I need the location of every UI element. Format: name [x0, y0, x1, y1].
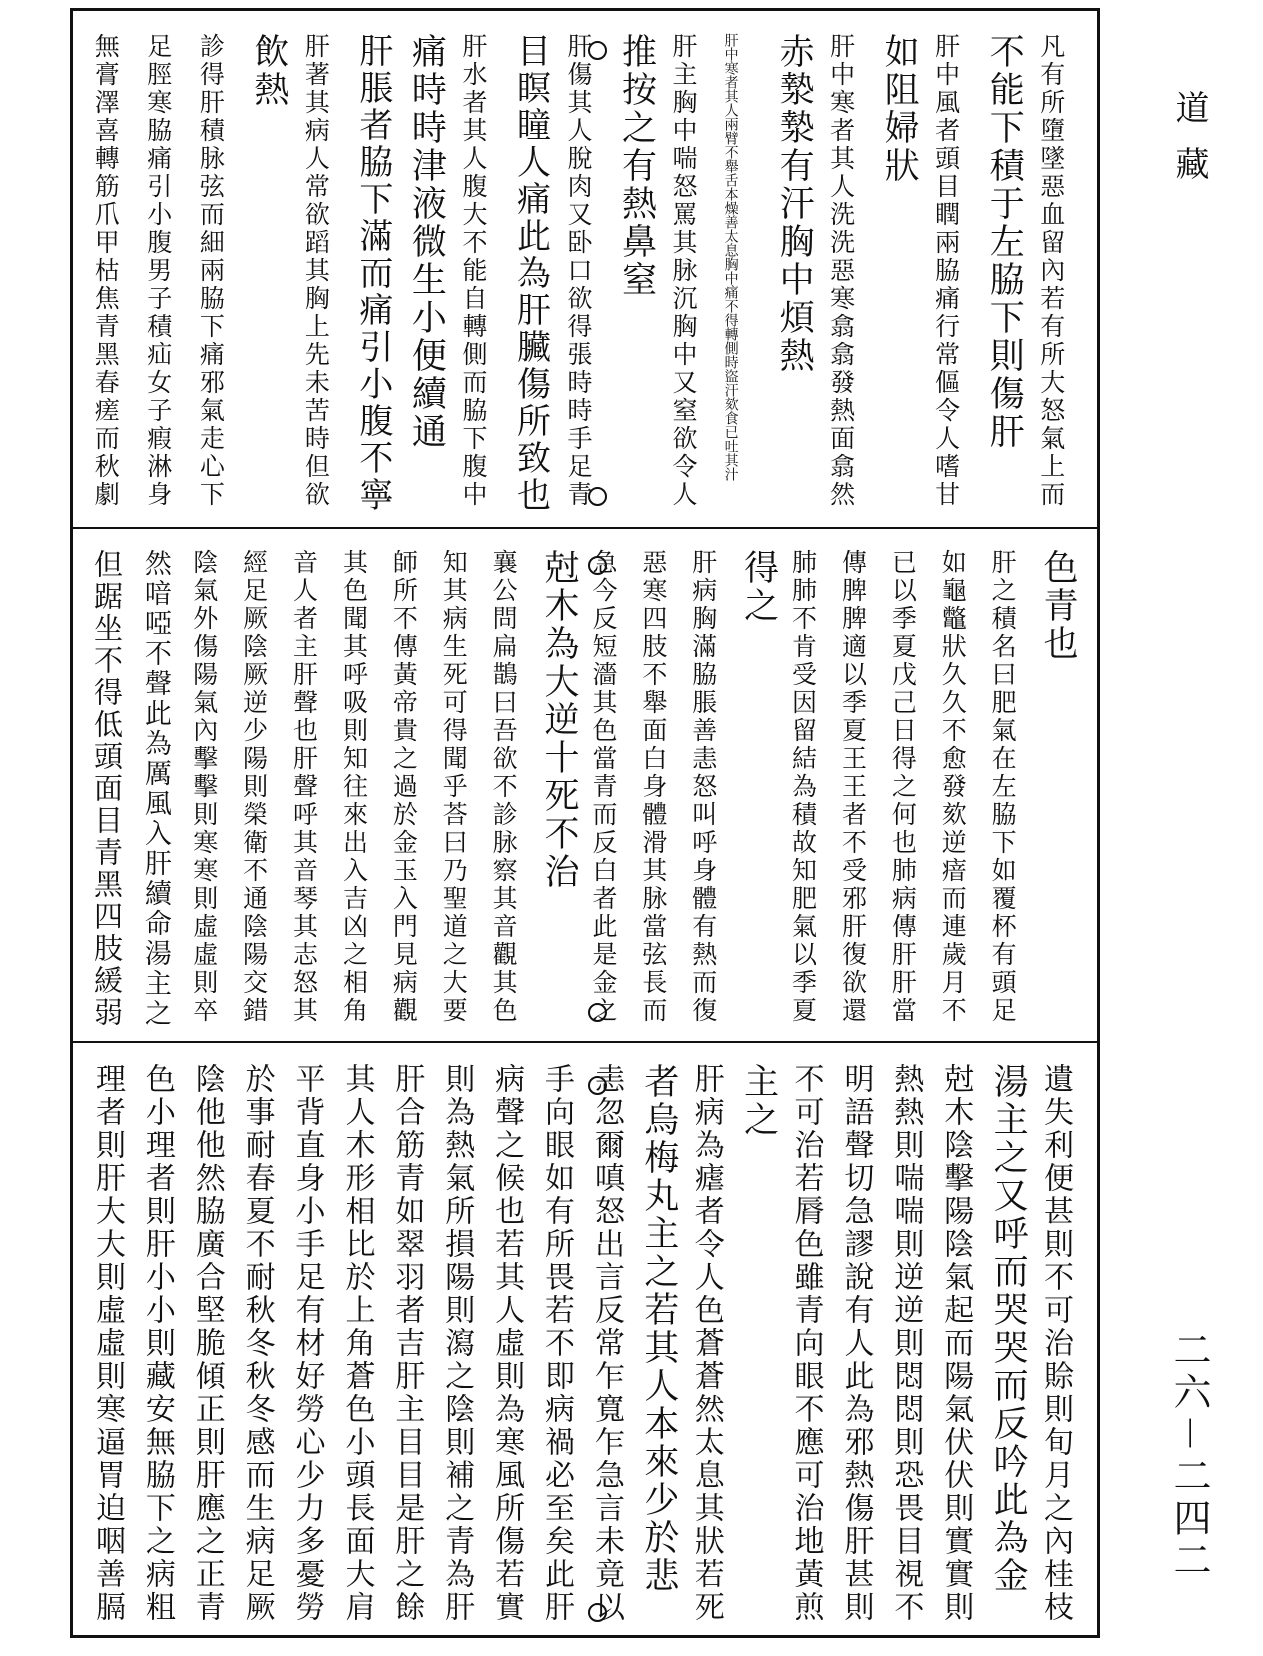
text-column: 其色聞其呼吸則知往來出入吉凶之相角 — [339, 549, 369, 1025]
text-column: 肝合筋青如翠羽者吉肝主目目是肝之餘 — [389, 1063, 425, 1624]
text-column: 湯主之又呼而哭哭而反吟此為金 — [988, 1063, 1029, 1595]
text-column: 師所不傳黃帝貴之過於金玉入門見病觀 — [389, 549, 419, 1025]
text-column: 得之 — [738, 549, 779, 625]
section-mark — [588, 41, 607, 60]
text-column: 熱熱則喘喘則逆逆則悶悶則恐畏目視不 — [888, 1063, 924, 1624]
section-mark — [588, 1076, 607, 1095]
text-column: 經足厥陰厥逆少陽則榮衛不通陰陽交錯 — [239, 549, 269, 1025]
text-column: 但踞坐不得低頭面目青黑四肢緩弱 — [89, 549, 124, 1029]
text-column: 襄公問扁鵲曰吾欲不診脉察其音觀其色 — [489, 549, 519, 1025]
text-column: 肝病胸滿脇脹善恚怒叫呼身體有熱而復 — [688, 549, 718, 1025]
text-column: 主之 — [738, 1063, 779, 1139]
text-column: 已以季夏戊己日得之何也肺病傳肝肝當 — [888, 549, 918, 1025]
text-column: 肝傷其人脫肉又卧口欲得張時時手足青 — [564, 33, 593, 509]
section-mark — [588, 487, 607, 506]
text-column: 肝之積名曰肥氣在左脇下如覆杯有頭足 — [988, 549, 1018, 1025]
text-column: 然喑啞不聲此為厲風入肝續命湯主之 — [139, 549, 171, 1029]
text-column: 手向眼如有所畏若不即病禍必至矣此肝 — [539, 1063, 575, 1624]
text-column: 肝病為瘧者令人色蒼蒼然太息其狀若死 — [688, 1063, 724, 1624]
text-column: 凡有所墮墜惡血留內若有所大怒氣上而 — [1036, 33, 1066, 509]
text-column: 則為熱氣所損陽則瀉之陰則補之青為肝 — [439, 1063, 475, 1624]
text-column: 肝中風者頭目瞤兩脇痛行常傴令人嗜甘 — [931, 33, 961, 509]
text-column: 陰氣外傷陽氣內擊擊則寒寒則虛虛則卒 — [189, 549, 219, 1025]
text-column: 如龜鼈狀久久不愈發欬逆瘖而連歲月不 — [938, 549, 968, 1025]
section-mark — [588, 556, 607, 575]
text-column: 尅木陰擊陽陰氣起而陽氣伏伏則實實則 — [938, 1063, 974, 1624]
book-title: 道藏 — [1169, 90, 1209, 202]
text-column: 飲熱 — [248, 33, 289, 109]
text-column: 平背直身小手足有材好勞心少力多憂勞 — [289, 1063, 325, 1624]
text-column: 不能下積于左脇下則傷肝 — [984, 33, 1025, 451]
text-column: 者烏梅丸主之若其人本來少於悲 — [638, 1063, 679, 1595]
text-column: 肝主胸中喘怒罵其脉沉胸中又窒欲令人 — [669, 33, 699, 509]
text-column: 肝水者其人腹大不能自轉側而脇下腹中 — [458, 33, 488, 509]
text-column: 於事耐春夏不耐秋冬秋冬感而生病足厥 — [239, 1063, 275, 1624]
text-column: 惡寒四肢不舉面白身體滑其脉當弦長而 — [638, 549, 668, 1025]
register-middle — [73, 527, 1097, 1041]
text-column: 病聲之候也若其人虛則為寒風所傷若實 — [489, 1063, 525, 1624]
section-mark — [588, 1603, 607, 1622]
page-number: 二六－二四二 — [1167, 1330, 1211, 1583]
text-frame — [70, 8, 1100, 1638]
text-column: 診得肝積脉弦而細兩脇下痛邪氣走心下 — [196, 33, 226, 509]
text-column: 遺失利便甚則不可治賒則旬月之內桂枝 — [1038, 1063, 1074, 1624]
text-column: 肝脹者脇下滿而痛引小腹不寧 — [352, 33, 393, 514]
text-column: 痛時時津液微生小便續通 — [406, 33, 447, 451]
text-column: 足脛寒脇痛引小腹男子積疝女子瘕淋身 — [143, 33, 173, 509]
text-column: 肺肺不肯受因留結為積故知肥氣以季夏 — [788, 549, 818, 1025]
text-column: 色青也 — [1038, 549, 1079, 663]
text-column: 傳脾脾適以季夏王王者不受邪肝復欲還 — [838, 549, 868, 1025]
text-column: 推按之有熱鼻窒 — [616, 33, 657, 299]
register-top — [73, 11, 1097, 527]
text-column: 尅木為大逆十死不治 — [539, 549, 580, 891]
text-column: 音人者主肝聲也肝聲呼其音琴其志怒其 — [289, 549, 319, 1025]
register-bottom — [73, 1041, 1097, 1638]
text-column: 肝著其病人常欲蹈其胸上先未苦時但欲 — [301, 33, 331, 509]
text-column: 陰他他然脇廣合堅脆傾正則肝應之正青 — [189, 1063, 225, 1624]
text-column: 肝中寒者其人洗洗惡寒翕翕發熱面翕然 — [826, 33, 856, 509]
text-column: 如阻婦狀 — [879, 33, 920, 185]
text-column: 不可治若脣色雖青向眼不應可治地黃煎 — [788, 1063, 824, 1624]
text-column: 目瞑瞳人痛此為肝臟傷所致也 — [510, 33, 551, 514]
text-column: 其人木形相比於上角蒼色小頭長面大肩 — [339, 1063, 375, 1624]
section-mark — [588, 1003, 607, 1022]
text-column: 急今反短濇其色當青而反白者此是金之 — [588, 549, 618, 1025]
text-column: 知其病生死可得聞乎荅曰乃聖道之大要 — [439, 549, 469, 1025]
text-column: 赤漐漐有汗胸中煩熱 — [774, 33, 815, 375]
text-column: 理者則肝大大則虛虛則寒逼胃迫咽善膈 — [89, 1063, 125, 1624]
text-column: 色小理者則肝小小則藏安無脇下之病粗 — [139, 1063, 175, 1624]
text-column: 恚忽爾嗔怒出言反常乍寬乍急言未竟以 — [588, 1063, 624, 1624]
text-column: 無膏澤喜轉筋爪甲枯焦青黑春瘥而秋劇 — [91, 33, 121, 509]
text-column: 肝中寒者其人兩臂不舉舌本燥善太息胸中痛不得轉側時盜汗欬食已吐其汁 — [722, 33, 739, 481]
text-column: 明語聲切急謬說有人此為邪熱傷肝甚則 — [838, 1063, 874, 1624]
